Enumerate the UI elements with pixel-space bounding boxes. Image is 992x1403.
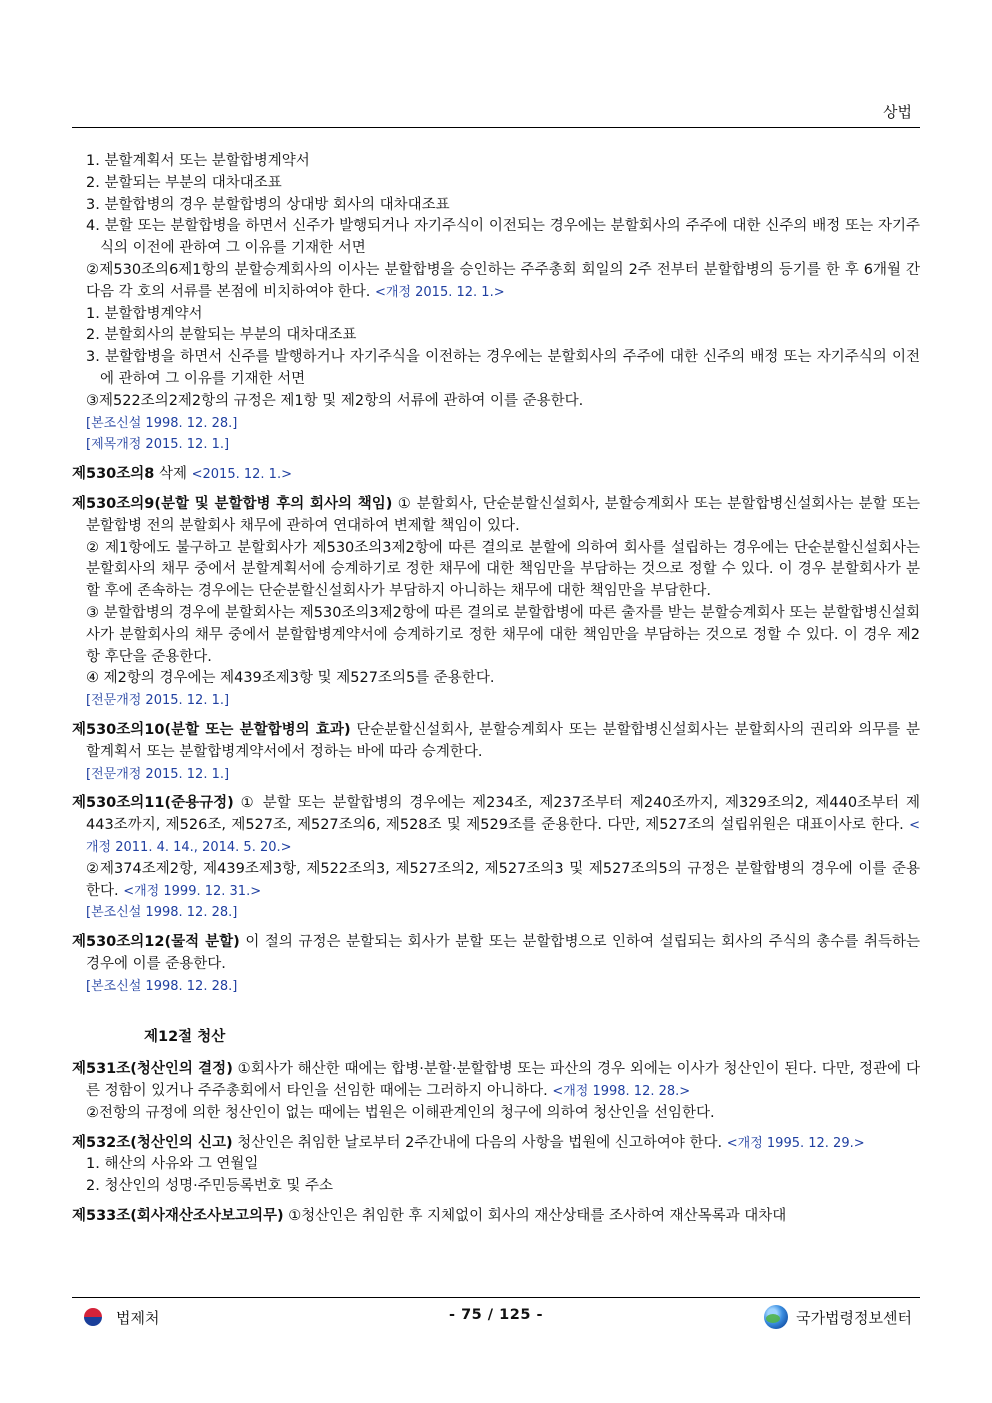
paragraph [72,413,920,435]
paragraph [72,216,920,260]
paragraph [72,1154,920,1176]
paragraph [72,538,920,603]
paragraph [72,690,920,712]
article [72,793,920,858]
footer-right [764,1305,912,1329]
amendment-note: <개정 1998. 12. 28.> [552,1084,691,1100]
article [72,932,920,976]
article [72,464,920,486]
paragraph-text: 2. 분할회사의 분할되는 부분의 대차대조표 [86,327,357,344]
paragraph [72,859,920,903]
article [72,1133,920,1155]
article [72,494,920,538]
paragraph-text: ②제530조의6제1항의 분할승계회사의 이사는 분할합병을 승인하는 주주총회 회일의 2주 전부터 분할합병의 등기를 한 후 6개월 간 다음 각 호의 서류를 본점에 비치하여야 한다. [86,261,920,300]
paragraph [72,151,920,173]
paragraph-text: ② 제1항에도 불구하고 분할회사가 제530조의3제2항에 따른 결의로 분할에 의하여 회사를 설립하는 경우에는 단순분할신설회사는 분할회사의 채무 중에서 분할계획서에 승계하기로 정한 채무에 대한 책임만을 부담하는 것으로 정할 수 있다. 이 경우 분할회사가 분할 후에 존속하는 경우에는 단순분할신설회사가 부담하지 아니하는 채무에 대한 책임만을 부담한다. [86,539,920,600]
paragraph [72,195,920,217]
paragraph [72,603,920,668]
article-heading: 제532조(청산인의 신고) [72,1134,233,1151]
articles-block-2 [72,1059,920,1228]
globe-icon [764,1305,788,1329]
paragraph-text: 4. 분할 또는 분할합병을 하면서 신주가 발행되거나 자기주식이 이전되는 경우에는 분할회사의 주주에 대한 신주의 배정 또는 자기주식의 이전에 관하여 그 이유를 기재한 서면 [86,218,920,257]
article [72,1206,920,1228]
articles-block [72,151,920,997]
paragraph-text: 단순분할신설회사, 분할승계회사 또는 분할합병신설회사는 분할회사의 권리와 의무를 분할계획서 또는 분할합병계약서에서 정하는 바에 따라 승계한다. [86,721,920,760]
article-heading: 제530조의9(분할 및 분할합병 후의 회사의 책임) [72,495,393,512]
paragraph-text: ① 분할회사, 단순분할신설회사, 분할승계회사 또는 분할합병신설회사는 분할 또는 분할합병 전의 분할회사 채무에 관하여 연대하여 변제할 책임이 있다. [86,495,920,534]
paragraph-text: ① 분할 또는 분할합병의 경우에는 제234조, 제237조부터 제240조까지, 제329조의2, 제440조부터 제443조까지, 제526조, 제527조, 제527조의6, 제528조 및 제529조를 준용한다. 다만, 제527조의 설립위원은 대표이사로 한다. [86,795,920,834]
amendment-note: <개정 1995. 12. 29.> [726,1135,865,1151]
paragraph-text: ①청산인은 취임한 후 지체없이 회사의 재산상태를 조사하여 재산목록과 대차대 [283,1208,787,1225]
paragraph-text: ③ 분할합병의 경우에 분할회사는 제530조의3제2항에 따른 결의로 분할합병에 따른 출자를 받는 분할승계회사 또는 분할합병신설회사가 분할회사의 채무 중에서 분할합병계약서에 승계하기로 정한 채무에 대한 책임만을 부담하는 것으로 정할 수 있다. 이 경우 제2항 후단을 준용한다. [86,604,920,665]
article-heading: 제531조(청산인의 결정) [72,1061,233,1078]
article [72,1059,920,1103]
page-number: - 75 / 125 - [449,1307,543,1323]
footer-divider [72,1297,920,1298]
paragraph-text: ②제374조제2항, 제439조제3항, 제522조의3, 제527조의2, 제527조의3 및 제527조의5의 규정은 분할합병의 경우에 이를 준용한다. [86,860,920,899]
paragraph [72,976,920,998]
document-body [72,151,920,1228]
paragraph [72,1103,920,1125]
amendment-note: <2015. 12. 1.> [191,467,292,483]
amendment-note: [전문개정 2015. 12. 1.] [86,766,230,782]
article [72,720,920,764]
amendment-note: <개정 2015. 12. 1.> [375,284,505,300]
paragraph-text: ②전항의 규정에 의한 청산인이 없는 때에는 법원은 이해관계인의 청구에 의하여 청산인을 선임한다. [86,1104,715,1121]
paragraph-text: ④ 제2항의 경우에는 제439조제3항 및 제527조의5를 준용한다. [86,670,495,687]
header-title: 상법 [883,103,912,121]
paragraph [72,668,920,690]
paragraph [72,902,920,924]
paragraph [72,391,920,413]
paragraph [72,173,920,195]
amendment-note: <개정 1999. 12. 31.> [123,883,262,899]
amendment-note: [본조신설 1998. 12. 28.] [86,978,238,994]
chapter-heading: 제12절 청산 [144,1029,226,1046]
amendment-note: <개정 2011. 4. 14., 2014. 5. 20.> [86,818,920,855]
paragraph-text: 청산인은 취임한 날로부터 2주간내에 다음의 사항을 법원에 신고하여야 한다. [232,1134,727,1151]
amendment-note: [제목개정 2015. 12. 1.] [86,437,230,453]
footer-org: 법제처 [116,1308,160,1327]
amendment-note: [본조신설 1998. 12. 28.] [86,415,238,431]
paragraph [72,434,920,456]
paragraph-text: 3. 분할합병을 하면서 신주를 발행하거나 자기주식을 이전하는 경우에는 분할회사의 주주에 대한 신주의 배정 또는 자기주식의 이전에 관하여 그 이유를 기재한 서면 [86,349,920,387]
paragraph-text: 2. 청산인의 성명·주민등록번호 및 주소 [86,1178,333,1195]
paragraph [72,764,920,786]
article-heading: 제530조의8 [72,466,155,483]
paragraph-text: 1. 분할계획서 또는 분할합병계약서 [86,153,310,169]
paragraph [72,325,920,347]
paragraph-text: ③제522조의2제2항의 규정은 제1항 및 제2항의 서류에 관하여 이를 준용한다. [86,392,584,409]
article-heading: 제533조(회사재산조사보고의무) [72,1208,284,1225]
article-heading: 제530조의12(물적 분할) [72,934,240,951]
amendment-note: [본조신설 1998. 12. 28.] [86,905,238,921]
paragraph [72,304,920,326]
paragraph-text: 1. 해산의 사유와 그 연월일 [86,1156,259,1173]
header-divider [72,127,920,128]
article-heading: 제530조의10(분할 또는 분할합병의 효과) [72,721,351,738]
amendment-note: [전문개정 2015. 12. 1.] [86,693,230,709]
paragraph-text: 3. 분할합병의 경우 분할합병의 상대방 회사의 대차대조표 [86,196,450,213]
paragraph [72,1176,920,1198]
article-heading: 제530조의11(준용규정) [72,795,234,812]
paragraph-text: ①회사가 해산한 때에는 합병·분할·분할합병 또는 파산의 경우 외에는 이사가 청산인이 된다. 다만, 정관에 다른 정함이 있거나 주주총회에서 타인을 선임한 때에는 그러하지 아니하다. [86,1061,920,1100]
footer-center-name: 국가법령정보센터 [796,1308,912,1327]
paragraph-text: 1. 분할합병계약서 [86,305,203,322]
paragraph [72,347,920,391]
paragraph-text: 2. 분할되는 부분의 대차대조표 [86,174,282,191]
paragraph-text: 삭제 [154,466,192,483]
paragraph-text: 이 절의 규정은 분할되는 회사가 분할 또는 분할합병으로 인하여 설립되는 회사의 주식의 총수를 취득하는 경우에 이를 준용한다. [86,934,921,972]
paragraph [72,260,920,304]
